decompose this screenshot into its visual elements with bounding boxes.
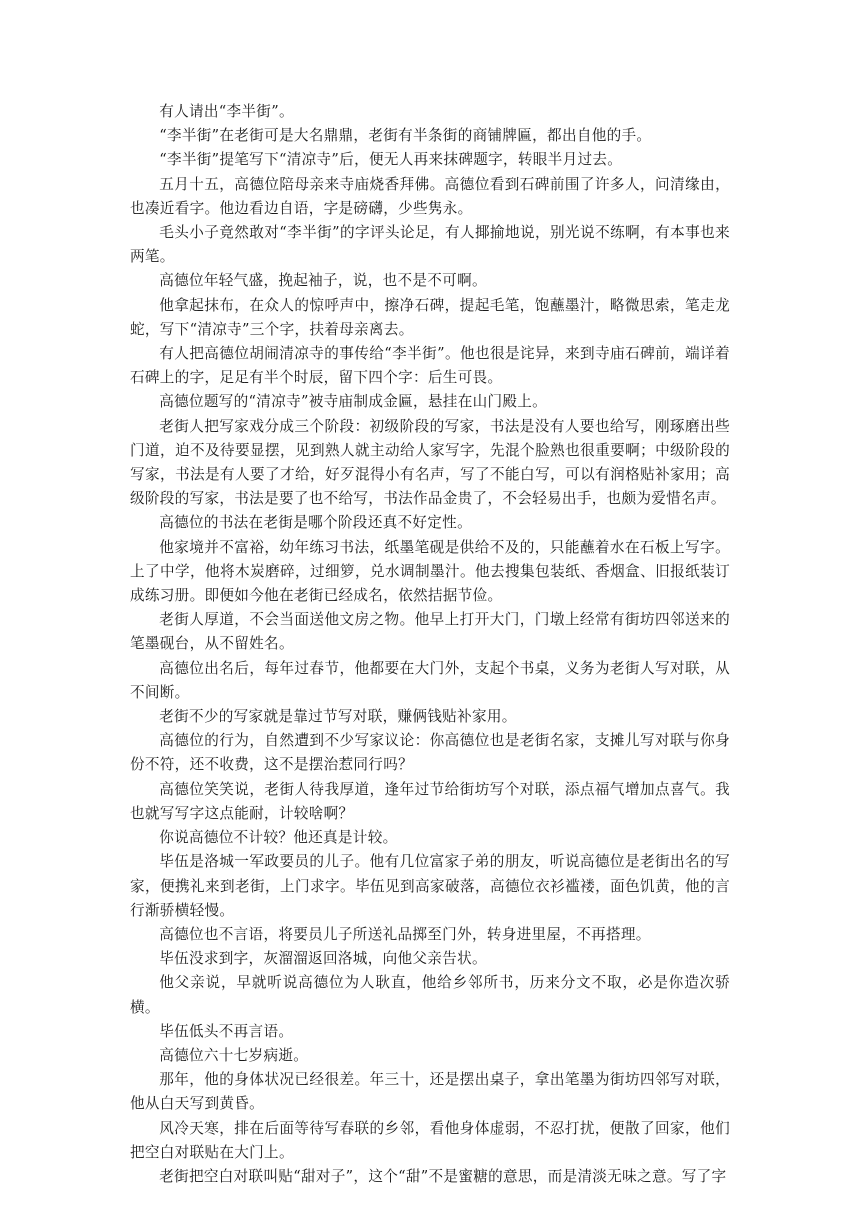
paragraph: 毕伍是洛城一军政要员的儿子。他有几位富家子弟的朋友，听说高德位是老街出名的写家，便携礼来到老街，上门求字。毕伍见到高家破落，高德位衣衫褴褛，面色饥黄，他的言行渐骄横轻慢。 xyxy=(130,853,730,919)
paragraph: 老街把空白对联叫贴“甜对子”，这个“甜”不是蜜糖的意思，而是清淡无味之意。写了字 xyxy=(159,1167,727,1185)
paragraph: 风冷天寒，排在后面等待写春联的乡邻，看他身体虚弱，不忍打扰，便散了回家，他们把空白对联贴在大门上。 xyxy=(130,1119,730,1161)
paragraph: 有人请出“李半街”。 xyxy=(159,103,294,120)
paragraph: 你说高德位不计较？他还真是计较。 xyxy=(159,829,398,847)
paragraph: 老街人厚道，不会当面送他文房之物。他早上打开大门，门墩上经常有街坊四邻送来的笔墨砚台，从不留姓名。 xyxy=(130,611,730,653)
paragraph: 那年，他的身体状况已经很差。年三十，还是摆出桌子，拿出笔墨为街坊四邻写对联，他从白天写到黄昏。 xyxy=(130,1071,730,1113)
paragraph: 高德位年轻气盛，挽起袖子，说，也不是不可啊。 xyxy=(159,272,487,290)
paragraph: 有人把高德位胡闹清凉寺的事传给“李半街”。他也很是诧异，来到寺庙石碑前，端详着石碑上的字，足足有半个时辰，留下四个字：后生可畏。 xyxy=(130,345,730,387)
paragraph: 高德位六十七岁病逝。 xyxy=(159,1046,309,1064)
paragraph: “李半街”在老街可是大名鼎鼎，老街有半条街的商铺牌匾，都出自他的手。 xyxy=(159,127,652,145)
paragraph: 高德位笑笑说，老街人待我厚道，逢年过节给街坊写个对联，添点福气增加点喜气。我也就写写字这点能耐，计较啥啊？ xyxy=(130,780,730,822)
paragraph: 五月十五，高德位陪母亲来寺庙烧香拜佛。高德位看到石碑前围了许多人，问清缘由，也凑近看字。他边看边自语，字是磅礴，少些隽永。 xyxy=(130,175,730,217)
paragraph: 毛头小子竟然敢对“李半街”的字评头论足，有人揶揄地说，别光说不练啊，有本事也来两笔。 xyxy=(130,224,730,266)
paragraph: 老街不少的写家就是靠过节写对联，赚俩钱贴补家用。 xyxy=(159,708,517,726)
paragraph: 高德位的行为，自然遭到不少写家议论：你高德位也是老街名家，支摊儿写对联与你身份不符，还不收费，这不是摆治惹同行吗？ xyxy=(130,732,730,774)
paragraph: “李半街”提笔写下“清凉寺”后，便无人再来抹碑题字，转眼半月过去。 xyxy=(159,151,623,169)
paragraph: 他父亲说，早就听说高德位为人耿直，他给乡邻所书，历来分文不取，必是你造次骄横。 xyxy=(130,974,730,1016)
paragraph: 高德位出名后，每年过春节，他都要在大门外，支起个书桌，义务为老街人写对联，从不间断。 xyxy=(130,659,730,701)
paragraph: 老街人把写家戏分成三个阶段：初级阶段的写家，书法是没有人要也给写，刚琢磨出些门道，迫不及待要显摆，见到熟人就主动给人家写字，先混个脸熟也很重要啊；中级阶段的写家，书法是有人要了才给，好歹混得小有名声，写了不能白写，可以有润格贴补家用；高级阶段的写家，书法是要了也不给写，书法作品金贵了，不会轻易出手，也颇为爱惜名声。 xyxy=(130,417,730,508)
paragraph: 毕伍低头不再言语。 xyxy=(159,1022,294,1040)
paragraph: 高德位题写的“清凉寺”被寺庙制成金匾，悬挂在山门殿上。 xyxy=(159,393,548,411)
paragraph: 高德位的书法在老街是哪个阶段还真不好定性。 xyxy=(159,514,472,532)
paragraph: 高德位也不言语，将要员儿子所送礼品掷至门外，转身进里屋，不再搭理。 xyxy=(159,925,651,943)
story-body xyxy=(130,100,730,1189)
paragraph: 他家境并不富裕，幼年练习书法，纸墨笔砚是供给不及的，只能蘸着水在石板上写字。上了中学，他将木炭磨碎，过细箩，兑水调制墨汁。他去搜集包装纸、香烟盒、旧报纸装订成练习册。即便如今他在老街已经成名，依然拮据节俭。 xyxy=(130,538,730,605)
paragraph: 他拿起抹布，在众人的惊呼声中，擦净石碑，提起毛笔，饱蘸墨汁，略微思索，笔走龙蛇，写下“清凉寺”三个字，扶着母亲离去。 xyxy=(130,296,730,338)
paragraph: 毕伍没求到字，灰溜溜返回洛城，向他父亲告状。 xyxy=(159,950,487,968)
